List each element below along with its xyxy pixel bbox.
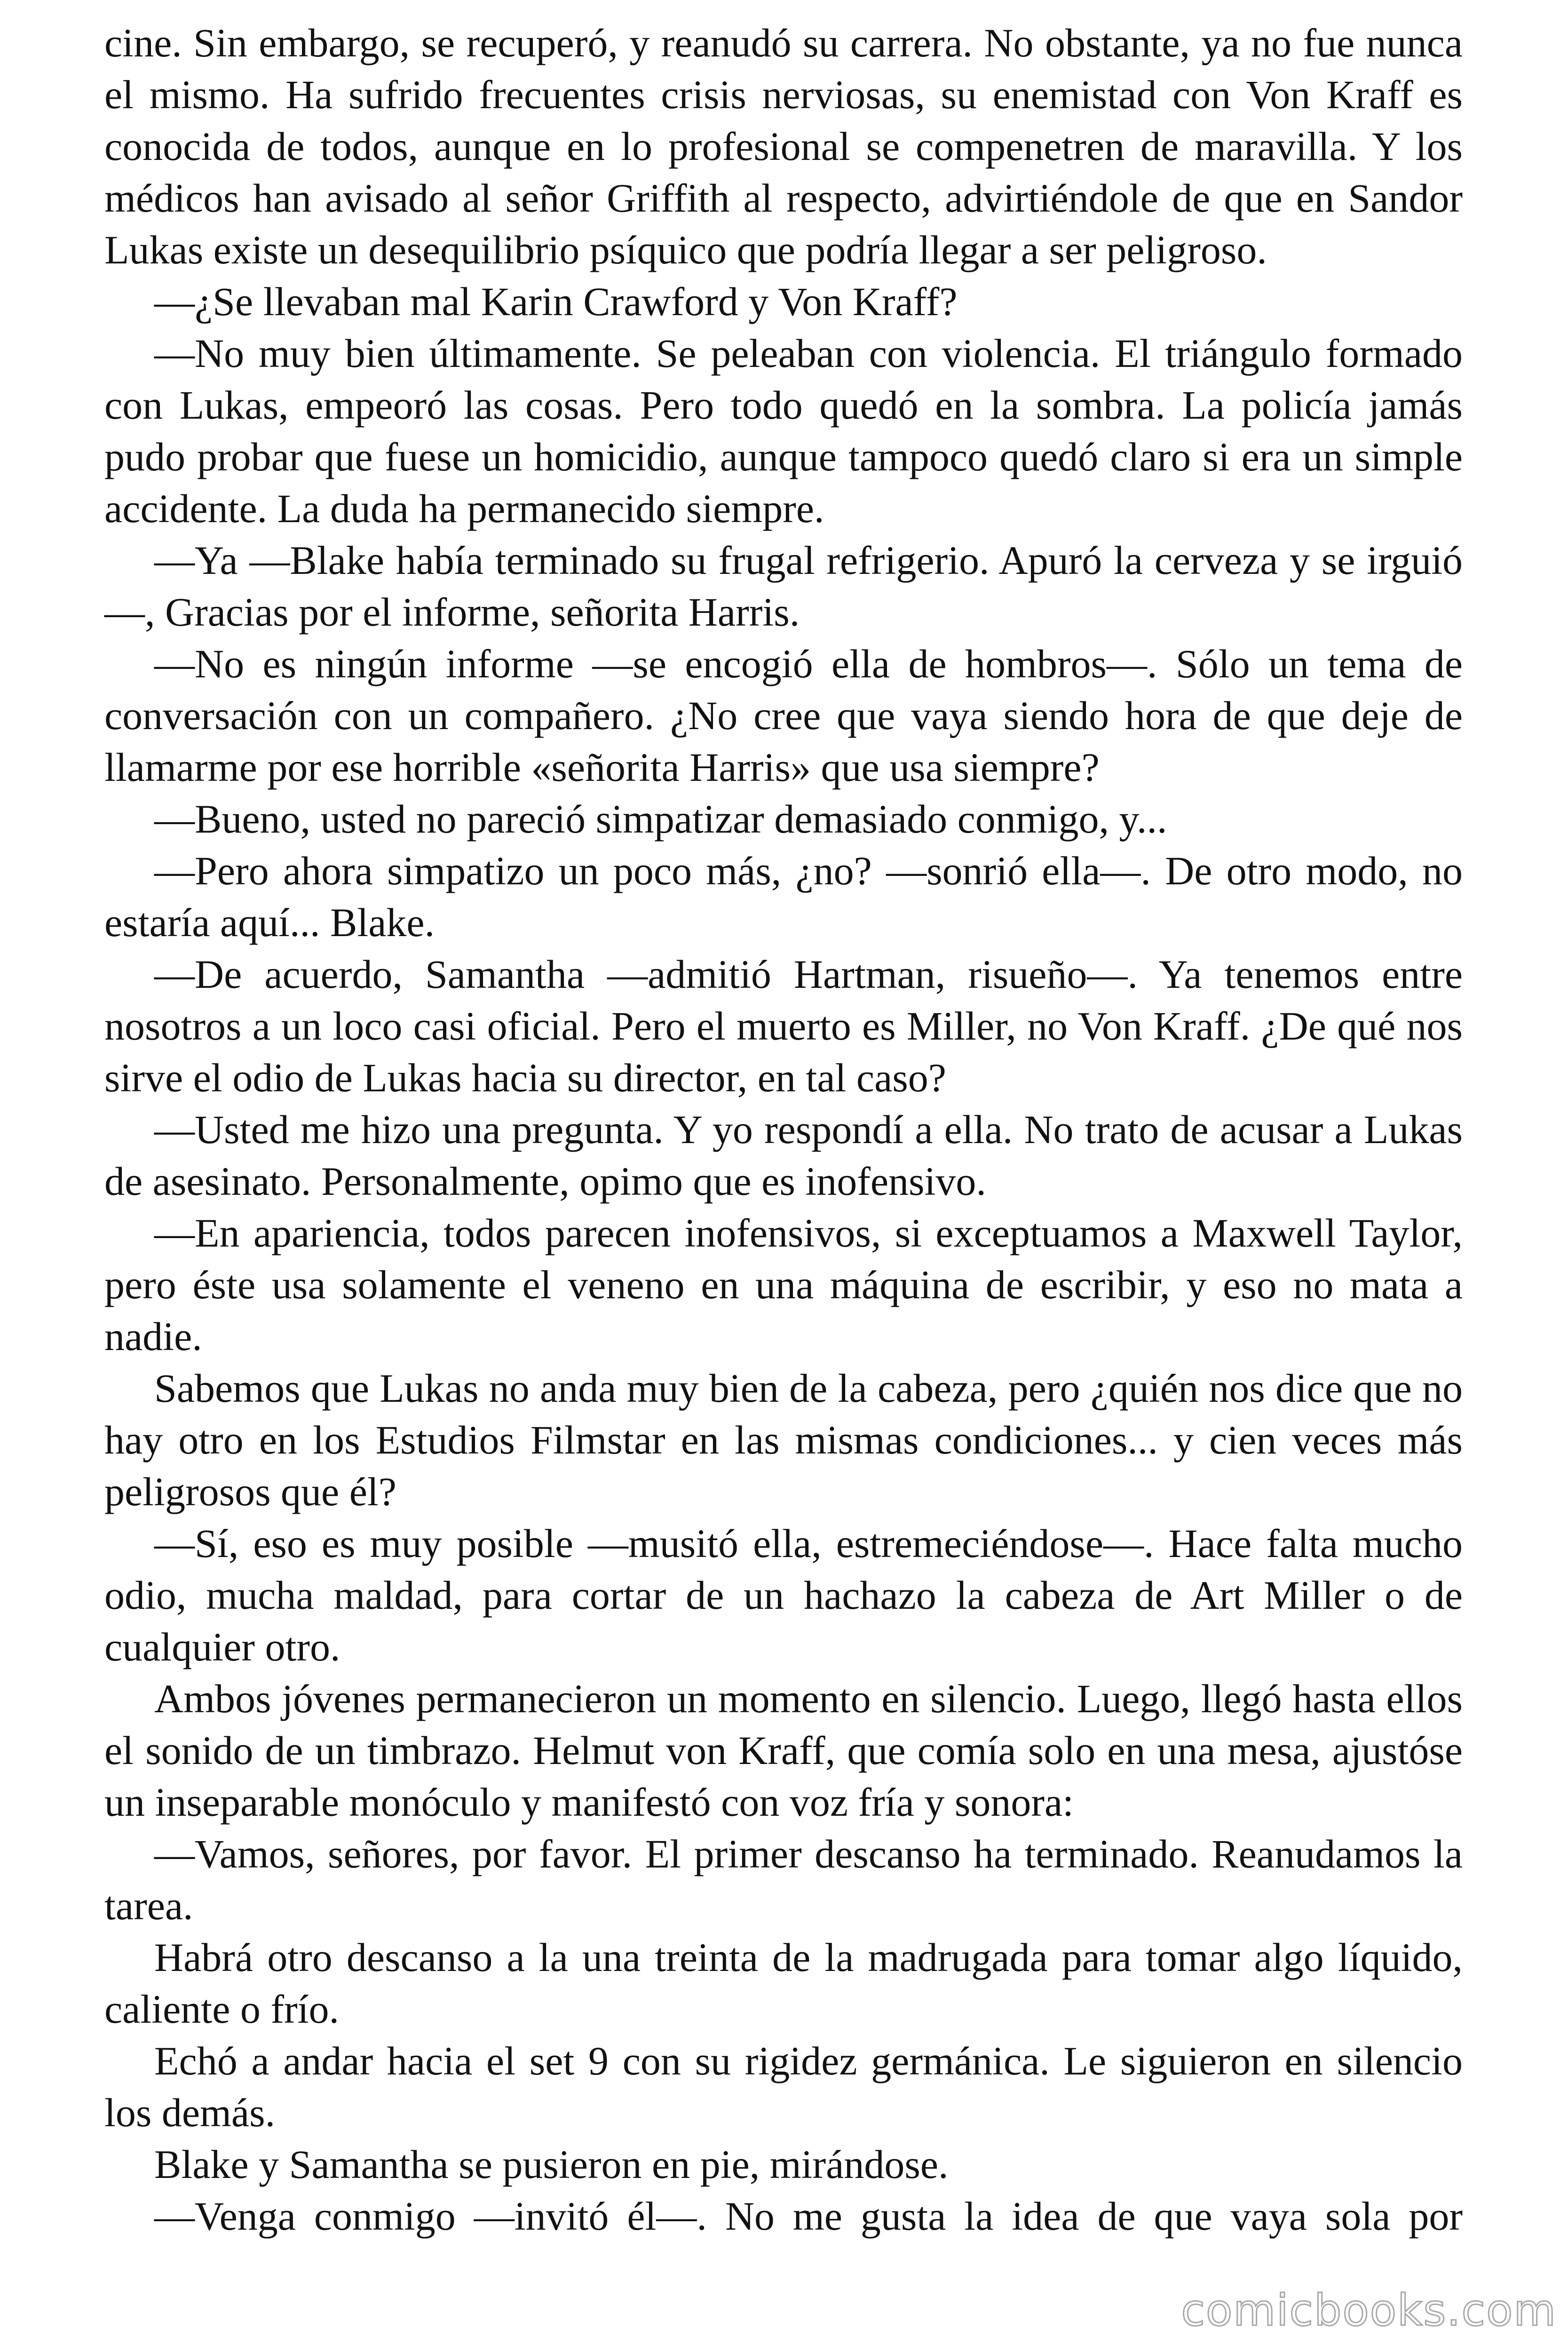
paragraph: —No es ningún informe —se encogió ella de hombros—. Sólo un tema de conversación con un compañero. ¿No cree que vaya siendo hora de que deje de llamarme por ese horrible «señorita Harris» que usa siempre?	[104, 641, 1463, 790]
paragraph: —Venga conmigo —invitó él—. No me gusta la idea de que vaya sola por	[154, 2193, 1463, 2239]
paragraph: —Usted me hizo una pregunta. Y yo respondí a ella. No trato de acusar a Lukas de asesinato. Personalmente, opimo que es inofensivo.	[104, 1107, 1463, 1204]
watermark: comicbooks.com	[1181, 2285, 1557, 2336]
paragraph: cine. Sin embargo, se recuperó, y reanudó su carrera. No obstante, ya no fue nunca el mismo. Ha sufrido frecuentes crisis nerviosas, su enemistad con Von Kraff es conocida de todos, aunque en lo profesional se compenetren de maravilla. Y los médicos han avisado al señor Griffith al respecto, advirtiéndole de que en Sandor Lukas existe un desequilibrio psíquico que podría llegar a ser peligroso.	[104, 20, 1463, 272]
paragraph: Blake y Samantha se pusieron en pie, mirándose.	[154, 2142, 949, 2187]
paragraph: —Sí, eso es muy posible —musitó ella, estremeciéndose—. Hace falta mucho odio, mucha maldad, para cortar de un hachazo la cabeza de Art Miller o de cualquier otro.	[104, 1521, 1463, 1669]
paragraph: Echó a andar hacia el set 9 con su rigidez germánica. Le siguieron en silencio los demás.	[104, 2038, 1463, 2135]
paragraph: —Vamos, señores, por favor. El primer descanso ha terminado. Reanudamos la tarea.	[104, 1831, 1463, 1928]
paragraph: —De acuerdo, Samantha —admitió Hartman, risueño—. Ya tenemos entre nosotros a un loco casi oficial. Pero el muerto es Miller, no Von Kraff. ¿De qué nos sirve el odio de Lukas hacia su director, en tal caso?	[104, 952, 1463, 1100]
paragraph: —Bueno, usted no pareció simpatizar demasiado conmigo, y...	[154, 796, 1167, 842]
paragraph: Sabemos que Lukas no anda muy bien de la cabeza, pero ¿quién nos dice que no hay otro en los Estudios Filmstar en las mismas condiciones... y cien veces más peligrosos que él?	[104, 1366, 1463, 1514]
paragraph: —Ya —Blake había terminado su frugal refrigerio. Apuró la cerveza y se irguió—, Gracias por el informe, señorita Harris.	[104, 538, 1463, 635]
paragraph: Ambos jóvenes permanecieron un momento en silencio. Luego, llegó hasta ellos el sonido de un timbrazo. Helmut von Kraff, que comía solo en una mesa, ajustóse un inseparable monóculo y manifestó con voz fría y sonora:	[104, 1676, 1463, 1825]
paragraph: —No muy bien últimamente. Se peleaban con violencia. El triángulo formado con Lukas, empeoró las cosas. Pero todo quedó en la sombra. La policía jamás pudo probar que fuese un homicidio, aunque tampoco quedó claro si era un simple accidente. La duda ha permanecido siempre.	[104, 331, 1463, 531]
paragraph: —Pero ahora simpatizo un poco más, ¿no? —sonrió ella—. De otro modo, no estaría aquí... Blake.	[104, 848, 1463, 945]
paragraph: —¿Se llevaban mal Karin Crawford y Von Kraff?	[154, 279, 958, 324]
paragraph: —En apariencia, todos parecen inofensivos, si exceptuamos a Maxwell Taylor, pero éste usa solamente el veneno en una máquina de escribir, y eso no mata a nadie.	[104, 1210, 1463, 1359]
paragraph: Habrá otro descanso a la una treinta de la madrugada para tomar algo líquido, caliente o frío.	[104, 1935, 1463, 2032]
page-text	[104, 17, 1463, 2242]
